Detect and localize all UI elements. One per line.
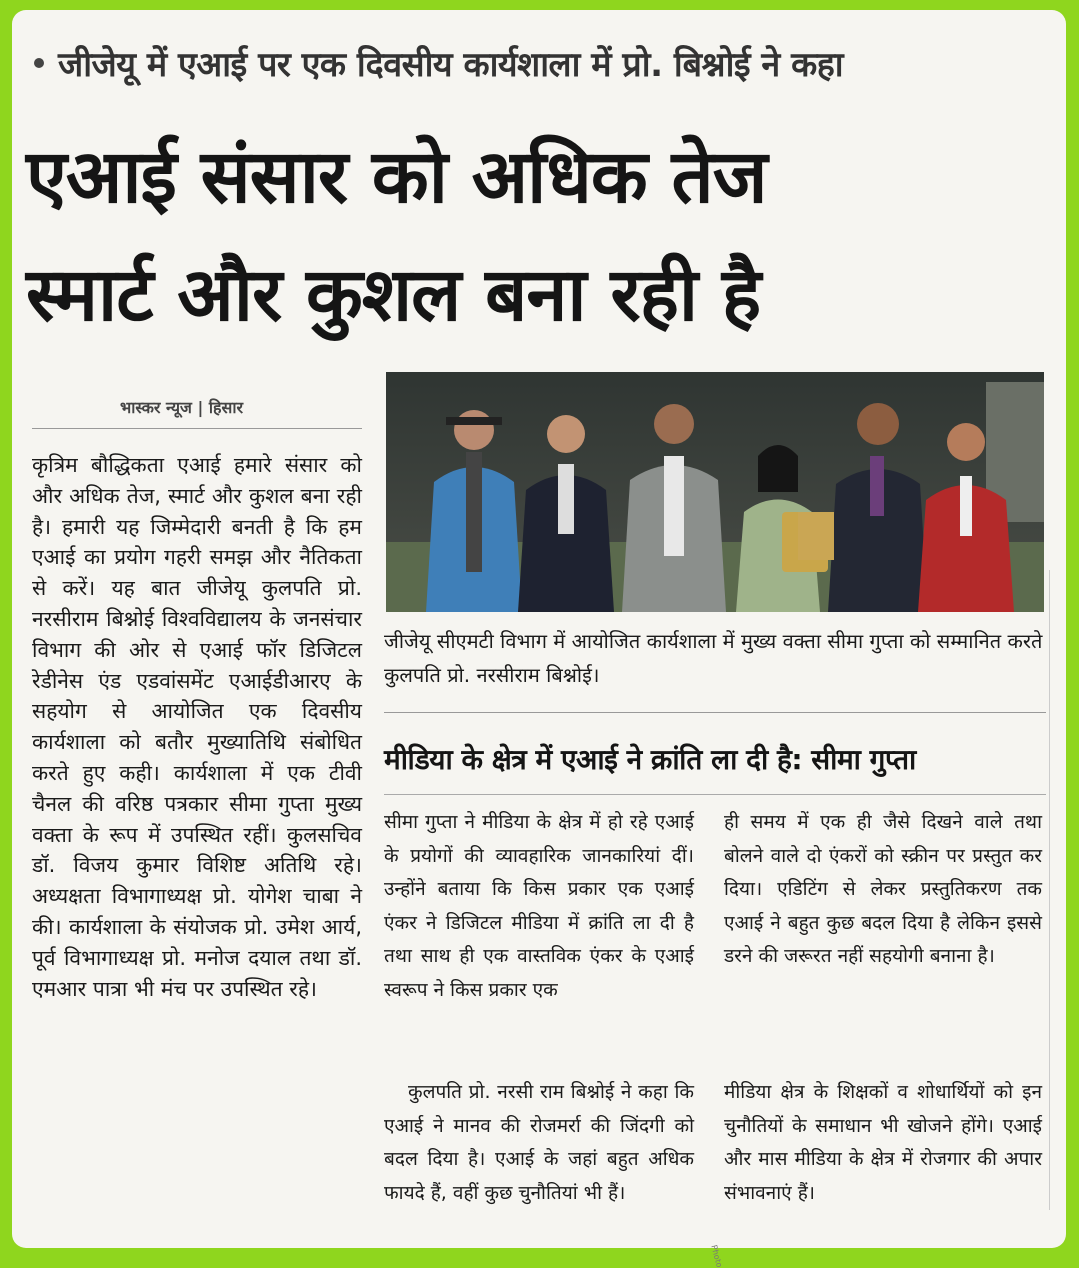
- event-photo: [386, 372, 1044, 612]
- subheadline: मीडिया के क्षेत्र में एआई ने क्रांति ला दी है: सीमा गुप्ता: [384, 743, 916, 776]
- middle-column-1: सीमा गुप्ता ने मीडिया के क्षेत्र में हो रहे एआई के प्रयोगों की व्यावहारिक जानकारियां दीं। उन्होंने बताया कि किस प्रकार एक एआई एंकर ने डिजिटल मीडिया में क्रांति ला दी है तथा साथ ही एक वास्तविक एंकर के एआई स्वरूप ने किस प्रकार एक: [384, 811, 694, 1001]
- bottom-column-1: कुलपति प्रो. नरसी राम बिश्नोई ने कहा कि एआई ने मानव की रोजमर्रा की जिंदगी को बदल दिया है। एआई के जहां बहुत अधिक फायदे हैं, वहीं कुछ चुनौतियां भी हैं।: [384, 1081, 694, 1204]
- headline: [26, 118, 1056, 354]
- kicker-text: जीजेयू में एआई पर एक दिवसीय कार्यशाला में प्रो. बिश्नोई ने कहा: [58, 45, 844, 85]
- headline-line-2: स्मार्ट और कुशल बना रही है: [26, 252, 761, 338]
- newspaper-clipping: [12, 10, 1066, 1268]
- byline: भास्कर न्यूज | हिसार: [120, 398, 244, 417]
- subheadline-divider: [384, 794, 1046, 795]
- photo-watermark: Photo: [709, 1244, 724, 1268]
- kicker-line: [30, 40, 1050, 86]
- headline-line-1: एआई संसार को अधिक तेज: [26, 134, 767, 220]
- left-column-text: कृत्रिम बौद्धिकता एआई हमारे संसार को और अधिक तेज, स्मार्ट और कुशल बना रही है। हमारी यह जिम्मेदारी बनती है कि हम एआई का प्रयोग गहरी समझ और नैतिकता से करें। यह बात जीजेयू कुलपति प्रो. नरसीराम बिश्नोई विश्वविद्यालय के जनसंचार विभाग की ओर से एआई फॉर डिजिटल रेडीनेस एंड एडवांसमेंट एआईडीआरए के सहयोग से आयोजित एक दिवसीय कार्यशाला को बतौर मुख्यातिथि संबोधित करते हुए कही। कार्यशाला में एक टीवी चैनल की वरिष्ठ पत्रकार सीमा गुप्ता मुख्य वक्ता के रूप में उपस्थित रहीं। कुलसचिव डॉ. विजय कुमार विशिष्ट अतिथि रहे। अध्यक्षता विभागाध्यक्ष प्रो. योगेश चाबा ने की। कार्यशाला के संयोजक प्रो. उमेश आर्य, पूर्व विभागाध्यक्ष प्रो. मनोज दयाल तथा डॉ. एमआर पात्रा भी मंच पर उपस्थित रहे।: [32, 453, 362, 1001]
- bottom-column-2: मीडिया क्षेत्र के शिक्षकों व शोधार्थियों को इन चुनौतियों के समाधान भी खोजने होंगे। एआई और मास मीडिया के क्षेत्र में रोजगार की अपार संभावनाएं हैं।: [724, 1081, 1042, 1204]
- middle-column-2: ही समय में एक ही जैसे दिखने वाले तथा बोलने वाले दो एंकरों को स्क्रीन पर प्रस्तुत कर दिया। एडिटिंग से लेकर प्रस्तुतिकरण तक एआई ने बहुत कुछ बदल दिया है लेकिन इससे डरने की जरूरत नहीं सहयोगी बनाना है।: [724, 811, 1042, 967]
- bullet-icon: [34, 58, 44, 68]
- photo-caption: जीजेयू सीएमटी विभाग में आयोजित कार्यशाला में मुख्य वक्ता सीमा गुप्ता को सम्मानित करते कुलपति प्रो. नरसीराम बिश्नोई।: [384, 629, 1043, 687]
- page-edge-divider: [1049, 570, 1060, 1210]
- byline-divider: [32, 428, 362, 429]
- event-photo-image: [386, 372, 1044, 612]
- caption-divider: [384, 712, 1046, 713]
